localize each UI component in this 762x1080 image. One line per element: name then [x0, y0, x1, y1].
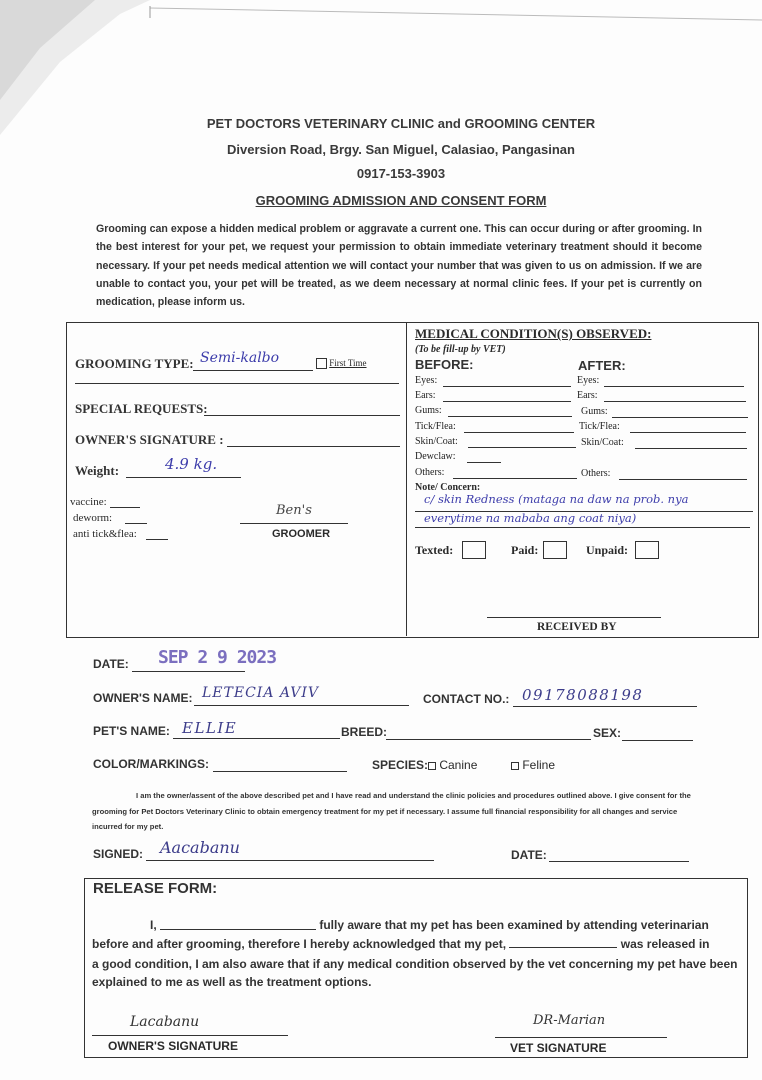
- received-by-line[interactable]: [487, 617, 661, 618]
- release-line-2: [92, 937, 742, 951]
- weight-label: Weight:: [75, 463, 120, 478]
- received-by-label: RECEIVED BY: [537, 621, 617, 633]
- release-p1-mid: fully aware that my pet has been examined by attending veterinarian: [319, 918, 709, 932]
- medical-title: MEDICAL CONDITION(S) OBSERVED:: [415, 326, 652, 341]
- release-p3: a good condition, I am also aware that if any medical condition observed by the vet concerning my pet have been explained to me as well as the treatment options.: [92, 957, 738, 989]
- release-line-1: [92, 918, 742, 932]
- color-label: COLOR/MARKINGS:: [93, 757, 209, 771]
- groomer-line: [240, 523, 348, 524]
- form-title: GROOMING ADMISSION AND CONSENT FORM: [255, 193, 547, 208]
- consent-paragraph: I am the owner/assent of the above described pet and I have read and understand the clinic policies and procedures outlined above. I give consent for the grooming for Pet Doctors Veterinary Clinic to obtain emergency treatment for my pet if necessary. I assume full financial responsibility for all changes and service incurred for my pet.: [92, 791, 691, 831]
- feline-option[interactable]: [511, 758, 555, 772]
- after-skin-label: Skin/Coat:: [581, 437, 624, 448]
- before-dewclaw-label: Dewclaw:: [415, 451, 456, 462]
- after-eyes-line[interactable]: [604, 386, 744, 387]
- after-label: AFTER:: [578, 358, 626, 373]
- owner-name-value[interactable]: LETECIA AVIV: [202, 685, 320, 701]
- after-eyes-label: Eyes:: [577, 375, 600, 386]
- owner-release-sig-line[interactable]: [92, 1035, 288, 1036]
- release-i: I,: [150, 918, 157, 932]
- groomer-signature: Ben's: [276, 503, 312, 518]
- deworm-line[interactable]: [125, 523, 147, 524]
- anti-tick-label: anti tick&flea:: [73, 528, 137, 540]
- breed-label: BREED:: [341, 725, 388, 739]
- grooming-type-line: [193, 370, 313, 371]
- clinic-address: Diversion Road, Brgy. San Miguel, Calasiao, Pangasinan: [227, 142, 575, 157]
- after-skin-line[interactable]: [635, 448, 747, 449]
- intro-paragraph: Grooming can expose a hidden medical problem or aggravate a current one. This can occur during or after grooming. In the best interest for your pet, we request your permission to obtain immediate veterinary treatment should it become necessary. If your pet needs medical attention we will contact your number that was given to us on admission. If we are unable to contact you, your pet will be treated, as we deem necessary at normal clinic fees. If your pet is currently on medication, please inform us.: [96, 223, 702, 309]
- owner-signature-label: OWNER'S SIGNATURE :: [75, 432, 224, 447]
- species-label: SPECIES:: [372, 758, 429, 772]
- signed-value[interactable]: Aacabanu: [160, 838, 240, 857]
- after-tick-line[interactable]: [630, 432, 746, 433]
- clinic-name: PET DOCTORS VETERINARY CLINIC and GROOMING CENTER: [206, 116, 596, 131]
- contact-value[interactable]: 09178088198: [522, 686, 644, 704]
- before-tick-line[interactable]: [464, 432, 574, 433]
- signed-label: SIGNED:: [93, 847, 144, 861]
- box-divider: [406, 323, 407, 636]
- before-ears-label: Ears:: [415, 390, 436, 401]
- before-eyes-label: Eyes:: [415, 375, 438, 386]
- before-ears-line[interactable]: [443, 401, 571, 402]
- after-gums-label: Gums:: [581, 406, 608, 417]
- grooming-type-label: GROOMING TYPE:: [75, 356, 194, 371]
- anti-tick-line[interactable]: [146, 539, 168, 540]
- grooming-extra-line: [75, 383, 399, 384]
- date-line: [132, 671, 245, 672]
- before-dewclaw-line[interactable]: [467, 462, 501, 463]
- note-line-2[interactable]: everytime na mababa ang coat niya): [424, 511, 637, 525]
- before-skin-line[interactable]: [468, 447, 576, 448]
- before-label: BEFORE:: [415, 357, 474, 372]
- after-ears-label: Ears:: [577, 390, 598, 401]
- sex-label: SEX:: [593, 726, 622, 740]
- paid-checkbox[interactable]: [543, 541, 567, 559]
- after-tick-label: Tick/Flea:: [579, 421, 620, 432]
- signed-line: [146, 860, 434, 861]
- before-gums-line[interactable]: [448, 416, 572, 417]
- before-skin-label: Skin/Coat:: [415, 436, 458, 447]
- pet-name-label: PET'S NAME:: [93, 724, 170, 738]
- feline-label: Feline: [522, 758, 556, 772]
- note-label: Note/ Concern:: [415, 482, 481, 493]
- vet-sig-label: VET SIGNATURE: [510, 1041, 607, 1055]
- weight-line: [126, 477, 241, 478]
- first-time-option[interactable]: [316, 358, 367, 369]
- release-title: RELEASE FORM:: [93, 880, 218, 897]
- texted-checkbox[interactable]: [462, 541, 486, 559]
- deworm-label: deworm:: [73, 512, 113, 524]
- owner-name-line: [194, 705, 409, 706]
- after-others-line[interactable]: [619, 479, 747, 480]
- consent-date-label: DATE:: [511, 848, 547, 862]
- date-stamp: SEP 2 9 2023: [158, 647, 277, 668]
- consent-date-line[interactable]: [549, 861, 689, 862]
- grooming-type-value[interactable]: Semi-kalbo: [200, 350, 280, 366]
- color-line[interactable]: [213, 771, 347, 772]
- vet-sig-line[interactable]: [495, 1037, 667, 1038]
- release-p2-end: was released in: [620, 937, 710, 951]
- weight-value[interactable]: 4.9 kg.: [165, 455, 218, 473]
- clinic-phone: 0917-153-3903: [356, 166, 446, 181]
- special-requests-line[interactable]: [204, 415, 400, 416]
- vaccine-label: vaccine:: [70, 496, 107, 508]
- before-others-line[interactable]: [453, 478, 577, 479]
- release-pet-blank[interactable]: [509, 947, 617, 948]
- groomer-label: GROOMER: [272, 528, 331, 540]
- owner-release-signature: Lacabanu: [130, 1014, 200, 1030]
- unpaid-label: Unpaid:: [586, 543, 629, 557]
- medical-subtitle: (To be fill-up by VET): [415, 344, 506, 355]
- release-p2-start: before and after grooming, therefore I hereby acknowledged that my pet,: [92, 937, 507, 951]
- unpaid-checkbox[interactable]: [635, 541, 659, 559]
- canine-label: Canine: [439, 758, 478, 772]
- before-others-label: Others:: [415, 467, 445, 478]
- texted-label: Texted:: [415, 543, 454, 557]
- pet-name-value[interactable]: ELLIE: [182, 719, 238, 737]
- canine-checkbox[interactable]: [428, 762, 436, 770]
- before-tick-label: Tick/Flea:: [415, 421, 456, 432]
- special-requests-label: SPECIAL REQUESTS:: [75, 401, 208, 416]
- pet-name-line: [173, 738, 340, 739]
- first-time-label: First Time: [329, 358, 367, 368]
- breed-line[interactable]: [386, 739, 591, 740]
- feline-checkbox[interactable]: [511, 762, 519, 770]
- sex-line[interactable]: [622, 740, 693, 741]
- first-time-checkbox[interactable]: [316, 358, 327, 369]
- release-owner-blank[interactable]: [160, 929, 316, 930]
- vaccine-line[interactable]: [110, 507, 140, 508]
- note-rule-2: [415, 527, 750, 528]
- after-others-label: Others:: [581, 468, 611, 479]
- note-line-1[interactable]: c/ skin Redness (mataga na daw na prob. nya: [424, 492, 689, 506]
- owner-signature-line[interactable]: [227, 446, 400, 447]
- contact-label: CONTACT NO.:: [423, 692, 510, 706]
- vet-signature: DR-Marian: [533, 1013, 606, 1028]
- canine-option[interactable]: [428, 758, 477, 772]
- contact-line: [513, 706, 697, 707]
- before-gums-label: Gums:: [415, 405, 442, 416]
- before-eyes-line[interactable]: [443, 386, 571, 387]
- owner-name-label: OWNER'S NAME:: [93, 691, 193, 705]
- after-gums-line[interactable]: [612, 417, 748, 418]
- owner-release-sig-label: OWNER'S SIGNATURE: [108, 1039, 238, 1053]
- paid-label: Paid:: [511, 543, 539, 557]
- after-ears-line[interactable]: [604, 401, 746, 402]
- date-label: DATE:: [93, 657, 129, 671]
